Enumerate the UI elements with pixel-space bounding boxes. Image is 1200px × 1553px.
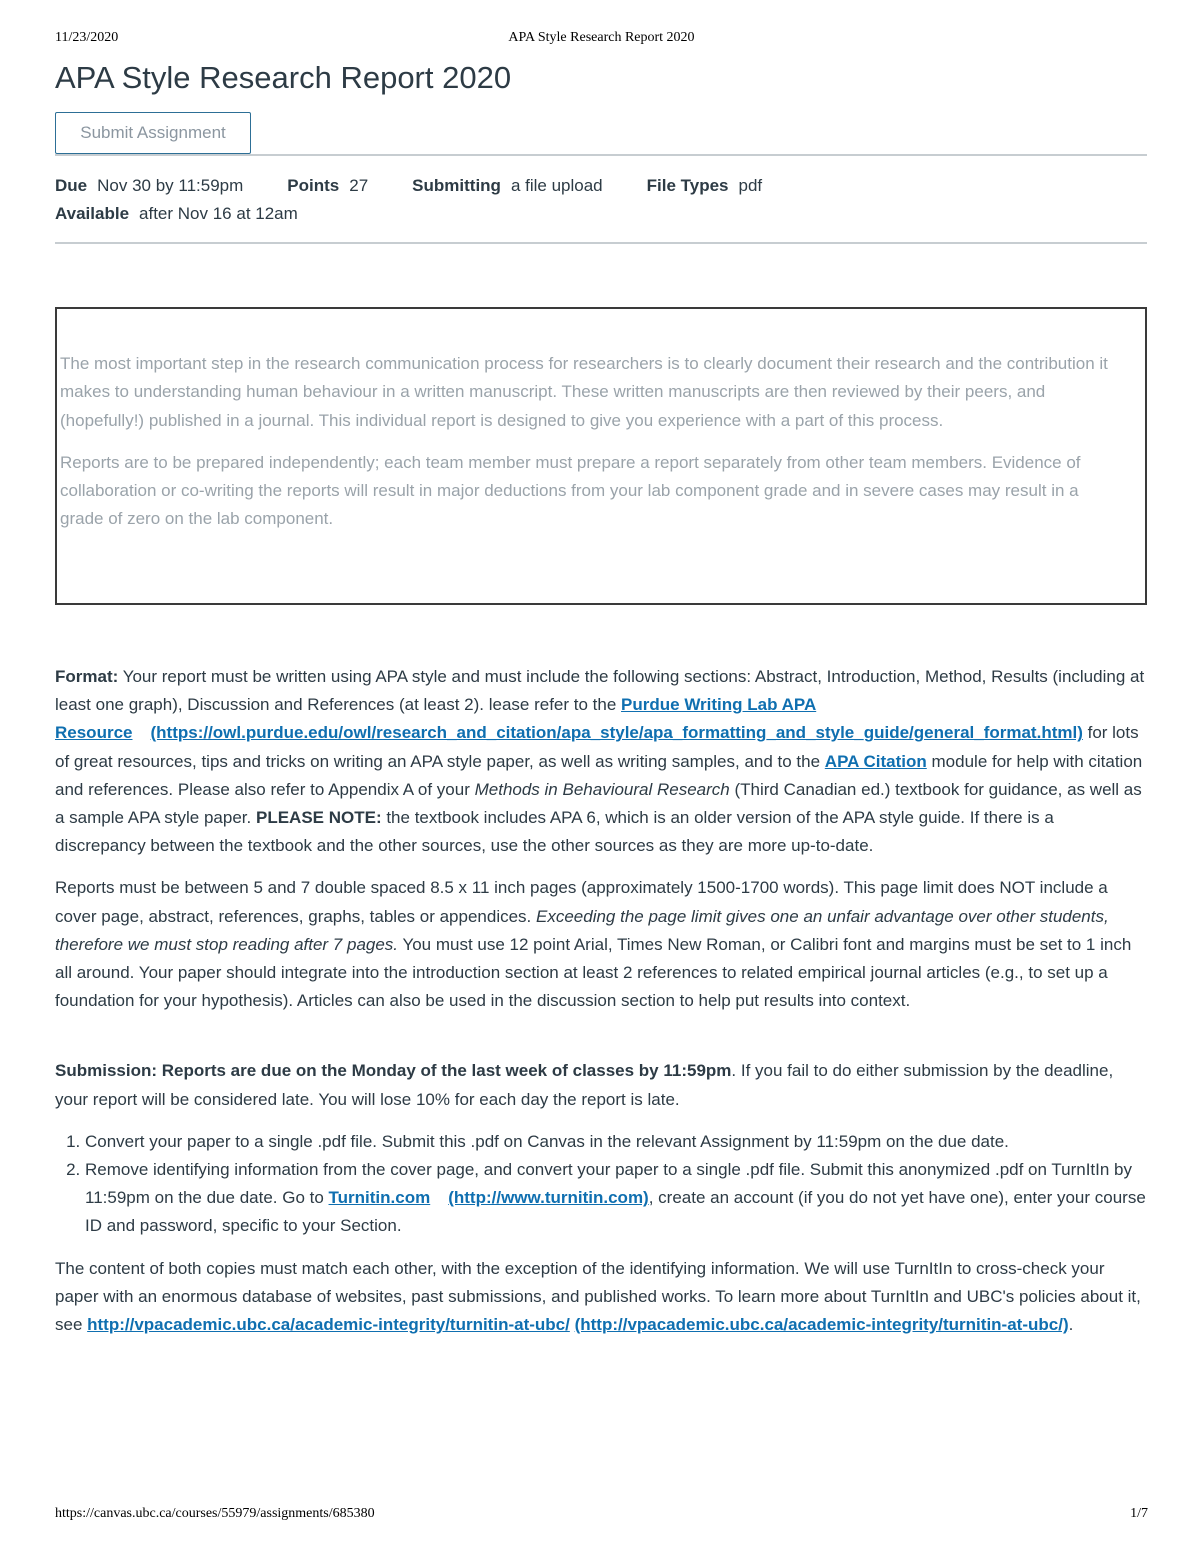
format-paragraph: Format: Your report must be written using APA style and must include the following sections: Abstract, Introduction, Method, Results (including at least one graph), Discussion and References (at least 2). lease refer to the Purdue Writing Lab APA Resource (https://owl.purdue.edu/owl/research_and_citation/apa_style/apa_formatting_and_style_guide/general_format.html) for lots of great resources, tips and tricks on writing an APA style paper, as well as writing samples, and to the APA Citation module for help with citation and references. Please also refer to Appendix A of your Methods in Behavioural Research (Third Canadian ed.) textbook for guidance, as well as a sample APA style paper. PLEASE NOTE: the textbook includes APA 6, which is an older version of the APA style guide. If there is a discrepancy between the textbook and the other sources, use the other sources as they are more up-to-date. xyxy=(55,667,1145,856)
print-header xyxy=(55,30,1148,50)
intro-paragraph: Reports are to be prepared independently; each team member must prepare a report separately from other team members. Evidence of collaboration or co-writing the reports will result in major deductions from your lab component grade and in severe cases may result in a grade of zero on the lab component. xyxy=(60,452,1081,529)
available-value: after Nov 16 at 12am xyxy=(139,204,298,223)
due-value: Nov 30 by 11:59pm xyxy=(97,176,244,195)
available-label: Available xyxy=(55,204,130,223)
submission-heading: Submission: Reports are due on the Monday of the last week of classes by 11:59pm xyxy=(55,1061,732,1081)
turnitin-url-link[interactable]: (http://www.turnitin.com) xyxy=(448,1188,649,1208)
purdue-url-link[interactable]: (https://owl.purdue.edu/owl/research_and_citation/apa_style/apa_formatting_and_style_guide/general_format.html) xyxy=(150,723,1083,743)
page-limit-note: Exceeding the page limit gives one an unfair advantage over other students, therefore we must stop reading after 7 pages. xyxy=(55,906,1109,954)
due-label: Due xyxy=(55,176,88,195)
vpacademic-url-link[interactable]: (http://vpacademic.ubc.ca/academic-integrity/turnitin-at-ubc/) xyxy=(574,1315,1069,1335)
note-label: PLEASE NOTE: xyxy=(255,808,382,828)
book-title: Methods in Behavioural Research xyxy=(474,779,730,799)
apa-citation-link[interactable]: APA Citation xyxy=(824,751,927,771)
list-item: 2. Remove identifying information from the cover page, and convert your paper to a single .pdf file. Submit this anonymized .pdf on TurnItIn by 11:59pm on the due date. Go to Turnitin.com (http://www.turnitin.com), create an account (if you do not yet have one), enter your course ID and password, specific to your Section. xyxy=(85,1156,1147,1241)
list-item: 1. Convert your paper to a single .pdf file. Submit this .pdf on Canvas in the relevant Assignment by 11:59pm on the due date. xyxy=(85,1128,1147,1156)
file-types-label: File Types xyxy=(646,176,729,195)
page-number: 1/7 xyxy=(1130,1506,1148,1521)
assignment-content xyxy=(55,58,1147,1353)
submission-paragraph: Submission: Reports are due on the Monday of the last week of classes by 11:59pm. If you fail to do either submission by the deadline, your report will be considered late. You will lose 10% for each day the report is late. xyxy=(55,1061,1114,1109)
closing-paragraph: The content of both copies must match each other, with the exception of the identifying information. We will use TurnItIn to cross-check your paper with an enormous database of websites, past submissions, and published works. To learn more about TurnItIn and UBC's policies about it, see http://vpacademic.ubc.ca/academic-integrity/turnitin-at-ubc/ (http://vpacademic.ubc.ca/academic-integrity/turnitin-at-ubc/). xyxy=(55,1258,1141,1335)
purdue-link[interactable]: Purdue Writing Lab APA Resource xyxy=(55,695,817,743)
file-types-value: pdf xyxy=(738,176,763,195)
details-row xyxy=(55,200,1147,228)
format-label: Format: xyxy=(55,667,119,686)
page-title: APA Style Research Report 2020 xyxy=(55,60,512,95)
print-footer xyxy=(55,1506,1148,1526)
print-doc-title: APA Style Research Report 2020 xyxy=(508,30,695,45)
submitting-label: Submitting xyxy=(412,176,501,195)
submission-steps xyxy=(55,1128,1147,1241)
print-url: https://canvas.ubc.ca/courses/55979/assignments/685380 xyxy=(55,1506,375,1521)
print-date: 11/23/2020 xyxy=(55,30,119,45)
details-row xyxy=(55,172,1147,200)
assignment-description xyxy=(55,663,1147,1339)
turnitin-link[interactable]: Turnitin.com xyxy=(328,1188,431,1208)
divider xyxy=(55,242,1147,244)
submitting-value: a file upload xyxy=(510,176,603,195)
intro-paragraph: The most important step in the research communication process for researchers is to clearly document their research and the contribution it makes to understanding human behaviour in a written manuscript. These written manuscripts are then reviewed by their peers, and (hopefully!) published in a journal. This individual report is designed to give you experience with a part of this process. xyxy=(60,354,1108,430)
intro-box xyxy=(55,307,1147,605)
points-value: 27 xyxy=(349,176,369,195)
vpacademic-link[interactable]: http://vpacademic.ubc.ca/academic-integrity/turnitin-at-ubc/ xyxy=(87,1315,570,1335)
length-paragraph: Reports must be between 5 and 7 double spaced 8.5 x 11 inch pages (approximately 1500-1700 words). This page limit does NOT include a cover page, abstract, references, graphs, tables or appendices. Exceeding the page limit gives one an unfair advantage over other students, therefore we must stop reading after 7 pages. You must use 12 point Arial, Times New Roman, or Calibri font and margins must be set to 1 inch all around. Your paper should integrate into the introduction section at least 2 references to related empirical journal articles (e.g., to set up a foundation for your hypothesis). Articles can also be used in the discussion section to help put results into context. xyxy=(55,878,1132,1011)
points-label: Points xyxy=(287,176,340,195)
submit-assignment-button[interactable]: Submit Assignment xyxy=(55,112,251,154)
assignment-details xyxy=(55,156,1147,242)
